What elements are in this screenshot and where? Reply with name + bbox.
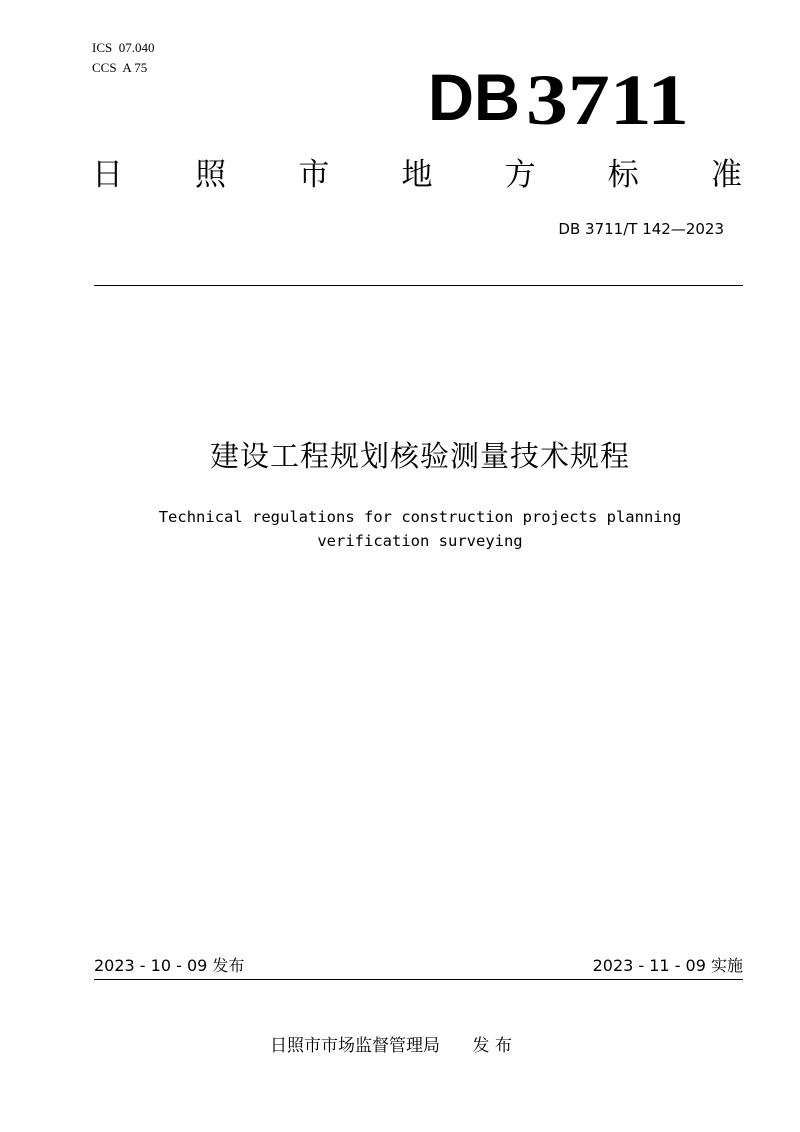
bottom-divider xyxy=(94,979,743,980)
title-en-line: verification surveying xyxy=(317,532,523,550)
implement-date: 2023 - 11 - 09 实施 xyxy=(592,956,743,975)
classification-codes xyxy=(92,38,154,78)
db-standard-logo xyxy=(428,62,693,134)
document-title-cn: 建设工程规划核验测量技术规程 xyxy=(209,439,630,473)
ccs-code: CCS A 75 xyxy=(92,60,148,75)
issuing-authority: 日照市市场监督管理局 发 布 xyxy=(270,1036,512,1056)
standard-type-char: 标 xyxy=(607,157,639,193)
standard-type xyxy=(92,150,742,200)
standard-type-char: 方 xyxy=(504,157,536,193)
logo-code: 3711 xyxy=(526,62,689,134)
logo-letters: DB xyxy=(428,62,520,134)
top-divider xyxy=(94,285,743,286)
title-en-line: Technical regulations for construction projects planning xyxy=(158,508,682,526)
standard-type-char: 照 xyxy=(195,157,227,193)
publish-date: 2023 - 10 - 09 发布 xyxy=(94,956,245,975)
standard-type-char: 日 xyxy=(92,157,123,193)
document-title-en xyxy=(0,505,800,553)
standard-type-char: 准 xyxy=(710,157,742,193)
standard-number: DB 3711/T 142—2023 xyxy=(558,220,724,238)
ics-code: ICS 07.040 xyxy=(92,40,155,55)
standard-type-char: 地 xyxy=(401,157,433,193)
standard-type-char: 市 xyxy=(298,157,330,193)
